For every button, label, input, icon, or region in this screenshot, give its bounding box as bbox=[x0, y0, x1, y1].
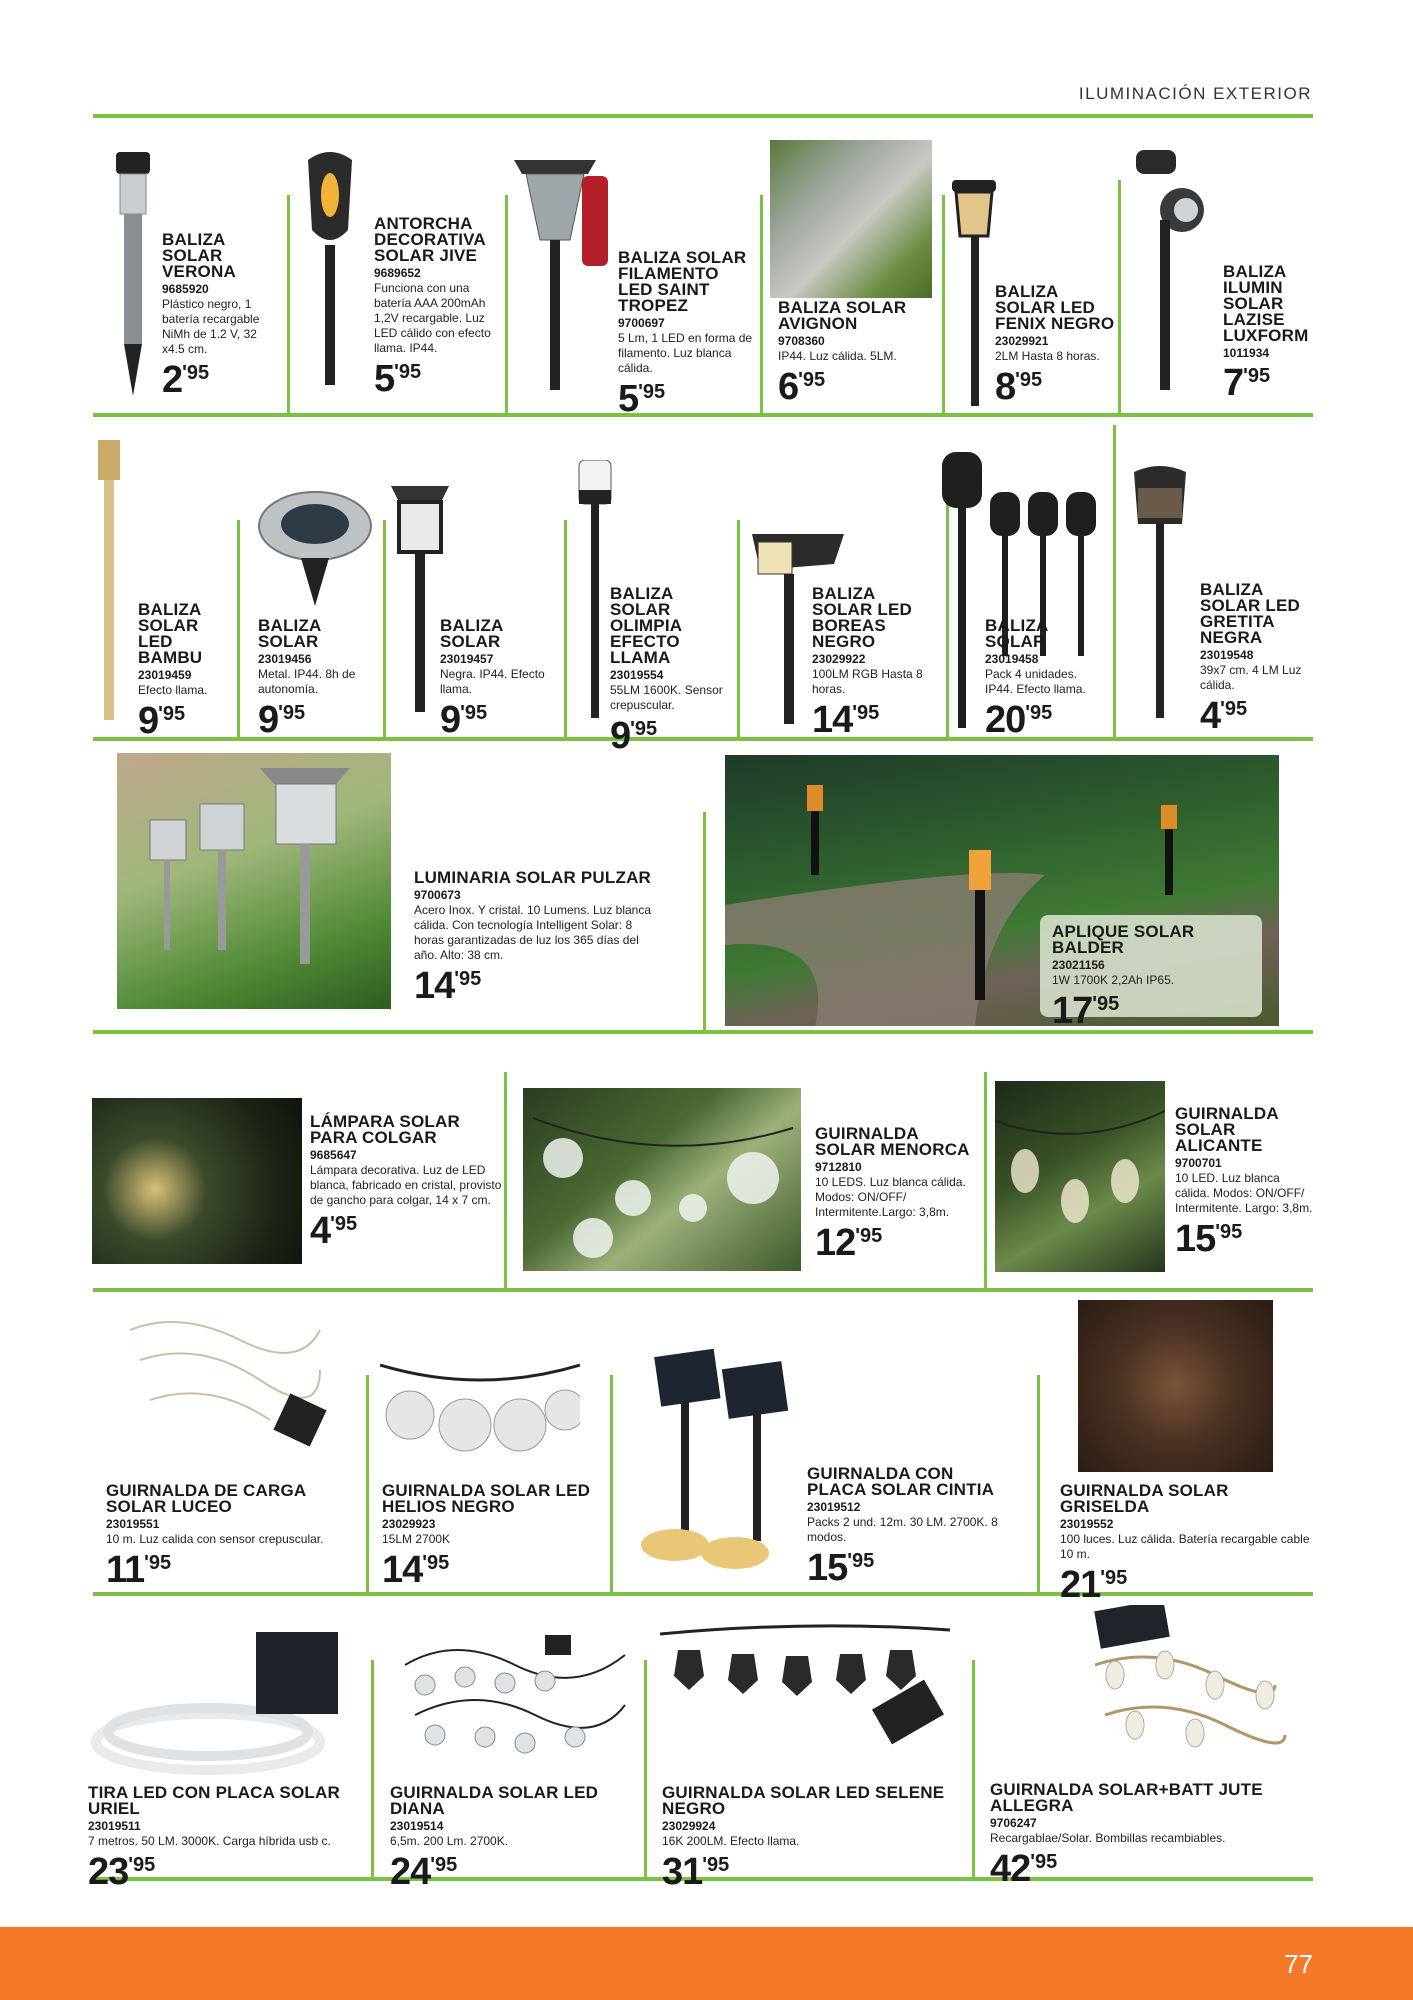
product-price bbox=[138, 702, 234, 740]
price-main: 9 bbox=[138, 700, 159, 742]
separator-line bbox=[287, 195, 290, 413]
product-name: APLIQUE SOLAR BALDER bbox=[1052, 922, 1195, 957]
price-cents: '95 bbox=[454, 968, 482, 990]
separator-line bbox=[942, 195, 945, 413]
product-price bbox=[1175, 1220, 1313, 1258]
product-lazise bbox=[1223, 264, 1308, 402]
product-alicante bbox=[1175, 1106, 1313, 1258]
product-ref: 23029922 bbox=[812, 652, 866, 666]
product-desc: 10 LEDS. Luz blanca cálida. Modos: ON/OFF/ Intermitente.Largo: 3,8m. bbox=[815, 1175, 966, 1219]
product-desc: Pack 4 unidades. IP44. Efecto llama. bbox=[985, 667, 1086, 696]
product-image-baliza-23019456 bbox=[255, 488, 375, 608]
product-desc: Negra. IP44. Efecto llama. bbox=[440, 667, 545, 696]
product-image-uriel bbox=[88, 1632, 348, 1782]
product-image-jive bbox=[300, 150, 360, 400]
product-desc: 10 m. Luz calida con sensor crepuscular. bbox=[106, 1532, 324, 1546]
price-main: 14 bbox=[414, 965, 455, 1007]
price-main: 4 bbox=[1200, 695, 1221, 737]
product-desc: Recargablae/Solar. Bombillas recambiables. bbox=[990, 1831, 1226, 1845]
product-desc: Efecto llama. bbox=[138, 683, 208, 697]
price-main: 20 bbox=[985, 699, 1026, 741]
price-cents: '95 bbox=[1220, 698, 1248, 720]
separator-line bbox=[237, 520, 240, 737]
product-desc: 15LM 2700K bbox=[382, 1532, 451, 1546]
separator-line bbox=[505, 195, 508, 413]
product-boreas bbox=[812, 586, 940, 739]
product-ref: 23029924 bbox=[662, 1819, 716, 1833]
product-desc: 39x7 cm. 4 LM Luz cálida. bbox=[1200, 663, 1302, 692]
price-cents: '95 bbox=[158, 703, 186, 725]
product-ref: 9708360 bbox=[778, 334, 825, 348]
product-name: GUIRNALDA SOLAR LED HELIOS NEGRO bbox=[382, 1481, 591, 1516]
product-uriel bbox=[88, 1785, 368, 1891]
product-image-bambu bbox=[92, 440, 132, 722]
product-price bbox=[807, 1549, 1017, 1587]
product-price bbox=[812, 701, 940, 739]
product-name: GUIRNALDA SOLAR LED DIANA bbox=[390, 1783, 599, 1818]
separator-line bbox=[703, 812, 706, 1030]
price-cents: '95 bbox=[394, 361, 422, 383]
product-cintia bbox=[807, 1466, 1017, 1587]
product-price bbox=[618, 380, 758, 418]
product-price bbox=[374, 360, 502, 398]
product-name: BALIZA SOLAR LED BAMBU bbox=[138, 600, 203, 667]
price-main: 24 bbox=[390, 1851, 431, 1893]
product-lampara-colgar bbox=[310, 1114, 502, 1250]
product-image-lazise bbox=[1130, 140, 1220, 400]
price-main: 5 bbox=[374, 358, 395, 400]
product-ref: 23019511 bbox=[88, 1819, 141, 1833]
product-desc: 1W 1700K 2,2Ah IP65. bbox=[1052, 973, 1175, 987]
price-cents: '95 bbox=[1092, 993, 1120, 1015]
price-main: 5 bbox=[618, 378, 639, 420]
product-photo-griselda bbox=[1078, 1300, 1273, 1472]
product-price bbox=[778, 368, 938, 406]
separator-line bbox=[737, 520, 740, 737]
product-ref: 23019551 bbox=[106, 1517, 160, 1531]
product-menorca bbox=[815, 1126, 975, 1262]
product-name: GUIRNALDA CON PLACA SOLAR CINTIA bbox=[807, 1464, 995, 1499]
product-name: LUMINARIA SOLAR PULZAR bbox=[414, 868, 652, 887]
product-desc: Packs 2 und. 12m. 30 LM. 2700K. 8 modos. bbox=[807, 1515, 998, 1544]
separator-line bbox=[760, 195, 763, 413]
price-cents: '95 bbox=[430, 1854, 458, 1876]
price-cents: '95 bbox=[1015, 369, 1043, 391]
price-cents: '95 bbox=[182, 362, 210, 384]
price-cents: '95 bbox=[1215, 1221, 1243, 1243]
product-desc: 5 Lm, 1 LED en forma de filamento. Luz blanca cálida. bbox=[618, 331, 753, 375]
price-cents: '95 bbox=[798, 369, 826, 391]
product-name: BALIZA SOLAR LED FENIX NEGRO bbox=[995, 282, 1115, 333]
product-desc: Metal. IP44. 8h de autonomía. bbox=[258, 667, 356, 696]
product-luceo bbox=[106, 1483, 361, 1589]
product-name: GUIRNALDA SOLAR+BATT JUTE ALLEGRA bbox=[990, 1780, 1263, 1815]
price-main: 14 bbox=[812, 699, 853, 741]
price-main: 6 bbox=[778, 366, 799, 408]
product-desc: Funciona con una batería AAA 200mAh 1,2V recargable. Luz LED cálido con efecto llama. IP44. bbox=[374, 281, 491, 355]
product-image-cintia bbox=[625, 1345, 795, 1570]
product-pulzar bbox=[414, 870, 664, 1005]
product-image-verona bbox=[110, 148, 158, 400]
lamp-shapes-pulzar bbox=[140, 760, 360, 970]
price-cents: '95 bbox=[1030, 1851, 1058, 1873]
product-ref: 9706247 bbox=[990, 1816, 1037, 1830]
separator-line bbox=[984, 1072, 987, 1288]
product-ref: 9700701 bbox=[1175, 1156, 1222, 1170]
product-name: ANTORCHA DECORATIVA SOLAR JIVE bbox=[374, 214, 486, 265]
product-selene bbox=[662, 1785, 967, 1891]
product-price bbox=[985, 701, 1105, 739]
price-main: 11 bbox=[106, 1549, 145, 1591]
price-cents: '95 bbox=[1243, 365, 1271, 387]
product-baliza-23019456 bbox=[258, 618, 380, 739]
price-cents: '95 bbox=[422, 1552, 450, 1574]
product-price bbox=[162, 361, 280, 399]
product-price bbox=[995, 368, 1115, 406]
product-desc: 16K 200LM. Efecto llama. bbox=[662, 1834, 800, 1848]
product-price bbox=[414, 967, 664, 1005]
product-name: BALIZA SOLAR bbox=[440, 616, 503, 651]
price-main: 14 bbox=[382, 1549, 423, 1591]
product-desc: Lámpara decorativa. Luz de LED blanca, fabricado en cristal, provisto de gancho para colgar, 14 x 7 cm. bbox=[310, 1163, 502, 1207]
product-price bbox=[440, 701, 562, 739]
product-name: GUIRNALDA SOLAR ALICANTE bbox=[1175, 1104, 1279, 1155]
price-main: 15 bbox=[1175, 1218, 1216, 1260]
product-image-selene bbox=[660, 1620, 955, 1770]
product-name: BALIZA SOLAR bbox=[258, 616, 321, 651]
price-main: 21 bbox=[1060, 1564, 1101, 1606]
separator-line bbox=[366, 1375, 369, 1592]
product-saint-tropez bbox=[618, 250, 758, 418]
product-name: BALIZA SOLAR LED BOREAS NEGRO bbox=[812, 584, 913, 651]
product-gretita bbox=[1200, 582, 1312, 735]
product-name: TIRA LED CON PLACA SOLAR URIEL bbox=[88, 1783, 340, 1818]
product-name: GUIRNALDA SOLAR LED SELENE NEGRO bbox=[662, 1783, 945, 1818]
product-desc: 2LM Hasta 8 horas. bbox=[995, 349, 1100, 363]
separator-line bbox=[644, 1660, 647, 1877]
product-desc: 6,5m. 200 Lm. 2700K. bbox=[390, 1834, 509, 1848]
product-pack-4 bbox=[985, 618, 1105, 739]
product-name: GUIRNALDA SOLAR GRISELDA bbox=[1060, 1481, 1229, 1516]
price-cents: '95 bbox=[855, 1225, 883, 1247]
product-ref: 23019456 bbox=[258, 652, 312, 666]
price-main: 2 bbox=[162, 359, 183, 401]
product-price bbox=[662, 1853, 967, 1891]
product-ref: 23019554 bbox=[610, 668, 664, 682]
product-ref: 23029923 bbox=[382, 1517, 436, 1531]
product-name: BALIZA SOLAR FILAMENTO LED SAINT TROPEZ bbox=[618, 248, 747, 315]
product-image-helios bbox=[380, 1355, 580, 1465]
product-price bbox=[310, 1212, 502, 1250]
price-main: 31 bbox=[662, 1851, 703, 1893]
product-ref: 23019512 bbox=[807, 1500, 861, 1514]
product-price bbox=[1200, 697, 1312, 735]
product-desc: IP44. Luz cálida. 5LM. bbox=[778, 349, 897, 363]
product-olimpia bbox=[610, 586, 734, 755]
product-price bbox=[1223, 364, 1308, 402]
product-ref: 9685920 bbox=[162, 282, 209, 296]
product-fenix bbox=[995, 284, 1115, 406]
product-ref: 9689652 bbox=[374, 266, 421, 280]
section-title: ILUMINACIÓN EXTERIOR bbox=[1078, 84, 1312, 103]
product-avignon bbox=[778, 300, 938, 406]
product-ref: 9700697 bbox=[618, 316, 665, 330]
product-desc: 55LM 1600K. Sensor crepuscular. bbox=[610, 683, 723, 712]
price-cents: '95 bbox=[638, 381, 666, 403]
product-desc: Acero Inox. Y cristal. 10 Lumens. Luz blanca cálida. Con tecnología Intelligent Solar: 8 horas garantizadas de luz los 365 días del año. Alto: 38 cm. bbox=[414, 903, 652, 962]
price-main: 23 bbox=[88, 1851, 129, 1893]
product-ref: 1011934 bbox=[1223, 346, 1270, 360]
price-cents: '95 bbox=[460, 702, 488, 724]
product-name: BALIZA SOLAR AVIGNON bbox=[778, 298, 907, 333]
bulbs-menorca bbox=[523, 1088, 801, 1271]
price-cents: '95 bbox=[702, 1854, 730, 1876]
product-desc: 10 LED. Luz blanca cálida. Modos: ON/OFF/ Intermitente. Largo: 3,8m. bbox=[1175, 1171, 1313, 1215]
product-name: GUIRNALDA DE CARGA SOLAR LUCEO bbox=[106, 1481, 306, 1516]
product-ref: 23019458 bbox=[985, 652, 1039, 666]
separator-line bbox=[564, 520, 567, 737]
product-desc: Plástico negro, 1 batería recargable NiMh de 1.2 V, 32 x4.5 cm. bbox=[162, 297, 260, 356]
price-main: 17 bbox=[1052, 990, 1093, 1032]
separator-line bbox=[504, 1072, 507, 1288]
price-main: 15 bbox=[807, 1547, 848, 1589]
price-main: 7 bbox=[1223, 362, 1244, 404]
separator-line bbox=[610, 1375, 613, 1592]
price-cents: '95 bbox=[330, 1213, 358, 1235]
product-ref: 23019552 bbox=[1060, 1517, 1114, 1531]
product-price bbox=[1060, 1566, 1310, 1604]
price-cents: '95 bbox=[1025, 702, 1053, 724]
product-desc: 7 metros. 50 LM. 3000K. Carga híbrida usb c. bbox=[88, 1834, 331, 1848]
product-name: BALIZA ILUMIN SOLAR LAZISE LUXFORM bbox=[1223, 262, 1309, 345]
price-cents: '95 bbox=[278, 702, 306, 724]
price-main: 12 bbox=[815, 1222, 856, 1264]
price-main: 9 bbox=[440, 699, 461, 741]
price-main: 9 bbox=[258, 699, 279, 741]
separator-line bbox=[972, 1660, 975, 1877]
product-name: GUIRNALDA SOLAR MENORCA bbox=[815, 1124, 970, 1159]
price-cents: '95 bbox=[144, 1552, 172, 1574]
product-name: BALIZA SOLAR bbox=[985, 616, 1048, 651]
product-price bbox=[815, 1224, 975, 1262]
separator-line bbox=[371, 1660, 374, 1877]
product-bambu bbox=[138, 602, 234, 740]
page-number: 77 bbox=[1284, 1949, 1313, 1979]
product-ref: 23029921 bbox=[995, 334, 1049, 348]
price-cents: '95 bbox=[630, 718, 658, 740]
product-image-diana bbox=[395, 1625, 635, 1785]
product-name: BALIZA SOLAR VERONA bbox=[162, 230, 236, 281]
product-helios bbox=[382, 1483, 604, 1589]
product-price bbox=[382, 1551, 604, 1589]
price-main: 42 bbox=[990, 1848, 1031, 1890]
product-name: LÁMPARA SOLAR PARA COLGAR bbox=[310, 1112, 460, 1147]
product-price bbox=[258, 701, 380, 739]
product-price bbox=[1052, 992, 1257, 1030]
price-cents: '95 bbox=[852, 702, 880, 724]
price-main: 4 bbox=[310, 1210, 331, 1252]
product-griselda bbox=[1060, 1483, 1310, 1604]
product-image-allegra bbox=[1075, 1605, 1295, 1775]
price-cents: '95 bbox=[1100, 1567, 1128, 1589]
product-price bbox=[610, 717, 734, 755]
product-image-luceo bbox=[120, 1300, 330, 1480]
product-ref: 23021156 bbox=[1052, 958, 1105, 972]
product-ref: 23019459 bbox=[138, 668, 192, 682]
product-desc: 100LM RGB Hasta 8 horas. bbox=[812, 667, 923, 696]
product-allegra bbox=[990, 1782, 1310, 1888]
separator-line bbox=[93, 114, 1313, 118]
product-baliza-23019457 bbox=[440, 618, 562, 739]
product-price bbox=[88, 1853, 368, 1891]
product-price bbox=[990, 1850, 1310, 1888]
page-footer bbox=[0, 1927, 1413, 2000]
product-ref: 9685647 bbox=[310, 1148, 357, 1162]
product-jive bbox=[374, 216, 502, 398]
separator-line bbox=[1037, 1375, 1040, 1592]
separator-line bbox=[93, 1288, 1313, 1292]
product-name: BALIZA SOLAR LED GRETITA NEGRA bbox=[1200, 580, 1301, 647]
product-ref: 9700673 bbox=[414, 888, 461, 902]
product-image-saint-tropez bbox=[510, 150, 620, 400]
separator-line bbox=[93, 1030, 1313, 1034]
product-ref: 23019514 bbox=[390, 1819, 444, 1833]
price-main: 8 bbox=[995, 366, 1016, 408]
product-ref: 23019457 bbox=[440, 652, 494, 666]
product-ref: 9712810 bbox=[815, 1160, 862, 1174]
product-photo-avignon bbox=[770, 140, 932, 298]
price-main: 9 bbox=[610, 715, 631, 757]
product-balder bbox=[1052, 924, 1257, 1030]
price-cents: '95 bbox=[128, 1854, 156, 1876]
product-image-gretita bbox=[1128, 462, 1192, 722]
price-cents: '95 bbox=[847, 1550, 875, 1572]
product-price bbox=[106, 1551, 361, 1589]
product-diana bbox=[390, 1785, 640, 1891]
product-photo-lampara-colgar bbox=[92, 1098, 302, 1264]
separator-line bbox=[1118, 180, 1121, 413]
product-verona bbox=[162, 232, 280, 399]
separator-line bbox=[1113, 425, 1116, 737]
product-desc: 100 luces. Luz cálida. Batería recargable cable 10 m. bbox=[1060, 1532, 1310, 1561]
bulbs-alicante bbox=[995, 1081, 1165, 1272]
product-price bbox=[390, 1853, 640, 1891]
product-ref: 23019548 bbox=[1200, 648, 1254, 662]
product-name: BALIZA SOLAR OLIMPIA EFECTO LLAMA bbox=[610, 584, 682, 667]
